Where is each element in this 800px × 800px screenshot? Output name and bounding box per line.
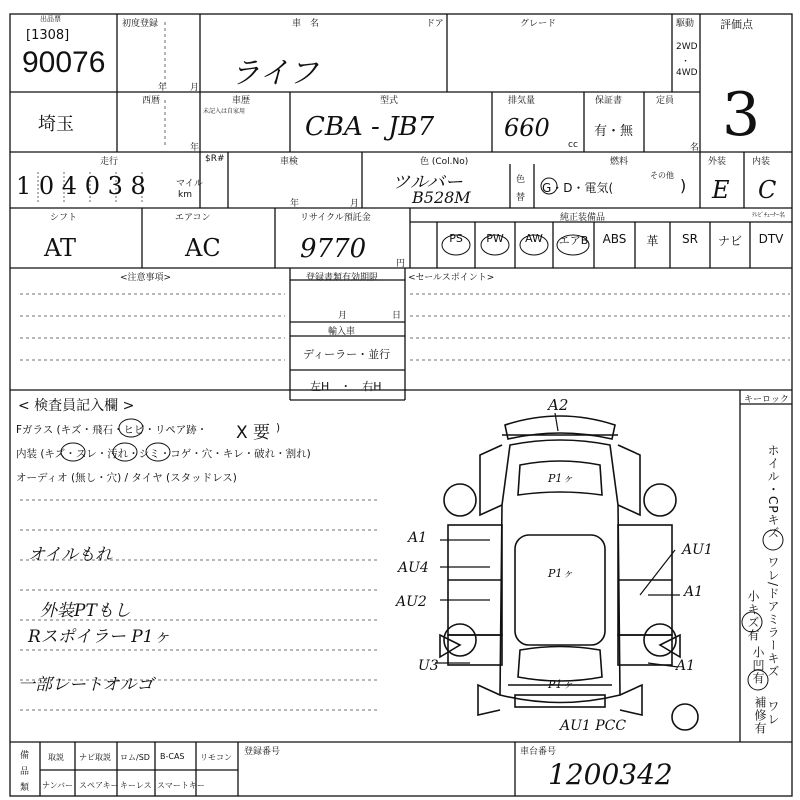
lot-number: 90076	[22, 46, 106, 79]
note-partial: 一部レートオルゴ	[18, 675, 154, 695]
model-label: 型式	[380, 96, 399, 106]
equip-leather: 革	[646, 234, 659, 248]
chassis-label: 車台番号	[520, 747, 557, 757]
first-reg-label: 初度登録	[122, 19, 159, 29]
mark-au1-front: AU1 PCC	[560, 718, 627, 734]
glass-x: X 要	[236, 423, 271, 443]
shift-value: AT	[44, 234, 77, 262]
color-label: 色 (Col.No)	[420, 157, 469, 167]
mark-a1-front-right: A1	[676, 658, 696, 674]
mark-au1-right: AU1	[682, 542, 713, 558]
warranty-label: 保証書	[595, 96, 623, 106]
note-oil-leak: オイルもれ	[28, 545, 113, 565]
first-reg-month-label: 月	[190, 83, 200, 93]
mark-a1-right: A1	[684, 584, 704, 600]
tuner-label: ﾃﾚﾋﾞﾁｭｰﾅｰ名	[752, 212, 786, 219]
aircon-value: AC	[185, 234, 221, 262]
recycle-value: 9770	[300, 234, 367, 264]
exterior-label: 外装	[708, 157, 727, 167]
cc-unit: cc	[568, 140, 578, 150]
km-unit: km	[178, 190, 192, 200]
vertical-note-6: 補修有	[753, 696, 767, 735]
vertical-note-5: 小凹有	[751, 646, 765, 685]
color-code: B528M	[412, 188, 471, 207]
history-note: 未記入は自家用	[203, 108, 246, 115]
equip-abs: ABS	[602, 232, 627, 246]
note-exterior-pt: 外装PTもし	[40, 601, 131, 621]
equip-sr: SR	[682, 232, 698, 246]
glass-close: )	[276, 422, 281, 434]
footer-keyless: キーレス	[120, 781, 152, 790]
footer-label-1: 備	[20, 751, 30, 761]
footer-bcas: B-CAS	[160, 752, 185, 761]
inspection-label: 車検	[280, 157, 299, 167]
reg-number-label: 登録番号	[244, 747, 281, 757]
score-label: 評価点	[720, 18, 753, 31]
mark-p1-roof: P1ヶ	[548, 567, 574, 580]
door-label: ドア	[426, 19, 444, 29]
mark-u3: U3	[418, 658, 439, 674]
steering-option: 左H ・ 右H	[310, 380, 382, 393]
fuel-other: その他	[650, 171, 674, 180]
note-rear-spoiler: Rスポイラー P1ヶ	[28, 627, 171, 647]
footer-smart-key: スマートキー	[157, 781, 205, 790]
interior-line: 内装 (キズ・スレ・汚れ・シミ・コゲ・穴・キレ・破れ・割れ)	[16, 448, 311, 460]
footer-number: ナンバー	[42, 781, 74, 790]
western-year-label: 西暦	[142, 96, 161, 106]
mark-p1-front: P1ヶ	[548, 678, 574, 691]
doc-month: 月	[338, 311, 348, 321]
notes-label: <注意事項>	[120, 273, 172, 283]
score-value: 3	[722, 80, 761, 150]
equip-pw: PW	[486, 232, 504, 245]
vertical-note-4: ワレ	[766, 700, 780, 726]
equip-ps: PS	[449, 232, 463, 245]
drive-label: 駆動	[676, 19, 695, 29]
inspection-month: 月	[350, 199, 360, 209]
exterior-value: E	[712, 176, 730, 204]
displacement-value: 660	[504, 114, 550, 142]
displacement-label: 排気量	[508, 96, 536, 106]
footer-label-2: 品	[20, 767, 30, 777]
footer-rom-sd: ロム/SD	[120, 753, 150, 762]
drive-dot: ・	[681, 57, 691, 67]
recycle-label: リサイクル預託金	[300, 213, 371, 223]
capacity-label: 定員	[656, 96, 675, 106]
color-name: ツルバー	[392, 172, 463, 193]
glass-line: Fガラス (キズ・飛石・ヒビ・リペア跡・	[16, 424, 208, 436]
import-label: 輸入車	[328, 327, 356, 337]
footer-navi-manual: ナビ取説	[79, 753, 111, 762]
equip-airbag: エアB	[558, 234, 589, 247]
lot-bracket: [1308]	[26, 28, 70, 43]
equip-navi: ナビ	[717, 234, 742, 248]
key-lock-label: キーロック	[744, 395, 789, 405]
footer-manual: 取説	[48, 753, 64, 762]
capacity-unit: 名	[690, 143, 700, 153]
doc-deadline-label: 登録書類有効期限	[306, 273, 379, 283]
audio-line: オーディオ (無し・穴) / タイヤ (スタッドレス)	[16, 472, 237, 484]
drive-2wd: 2WD	[676, 42, 698, 52]
mileage-value: 1 0 4 0 3 8	[16, 172, 146, 200]
mark-p1-rear: P1ヶ	[548, 472, 574, 485]
mileage-label: 走行	[100, 157, 119, 167]
equipment-label: 純正装備品	[560, 213, 606, 223]
model-value: CBA - JB7	[305, 112, 435, 142]
footer-label-3: 類	[20, 783, 30, 793]
history-label: 車歴	[232, 96, 251, 106]
equip-aw: AW	[525, 232, 543, 245]
vertical-note-3: 小キズ有	[746, 590, 760, 642]
prefecture: 埼玉	[38, 114, 74, 135]
first-reg-year-label: 年	[158, 83, 168, 93]
mark-au4: AU4	[398, 560, 429, 576]
doc-day: 日	[392, 311, 402, 321]
fuel-label: 燃料	[610, 157, 629, 167]
fuel-close: )	[680, 176, 687, 195]
interior-value: C	[758, 176, 777, 204]
mile-unit: マイル	[176, 179, 203, 189]
equip-dtv: DTV	[758, 232, 784, 246]
yen-unit: 円	[396, 259, 406, 269]
color-change-1: 色	[516, 175, 526, 185]
interior-label: 内装	[752, 157, 771, 167]
inspection-year: 年	[290, 199, 300, 209]
inspection-title: < 検査員記入欄 >	[18, 398, 135, 414]
chassis-number: 1200342	[548, 758, 673, 791]
car-name: ライフ	[230, 56, 319, 91]
aircon-label: エアコン	[175, 213, 211, 223]
row2-year-label: 年	[190, 143, 200, 153]
dealer-option: ディーラー・並行	[303, 348, 391, 361]
footer-spare-key: スペアキー	[79, 781, 119, 790]
sales-point-label: <セールスポイント>	[408, 273, 495, 283]
car-name-label: 車 名	[292, 19, 320, 29]
warranty-value: 有・無	[594, 124, 634, 139]
color-change-2: 替	[516, 193, 526, 203]
vertical-note-1: ホイル・CPキズ	[766, 444, 780, 540]
mark-au2: AU2	[396, 594, 427, 610]
drive-4wd: 4WD	[676, 68, 698, 78]
shift-label: シフト	[50, 213, 78, 223]
mark-a2: A2	[548, 396, 569, 414]
title-fragment: 出品票	[40, 15, 61, 23]
vertical-note-2: ワレ/ドアミラーキズ	[766, 556, 780, 679]
footer-remote: リモコン	[200, 753, 232, 762]
fuel-value: G・D・電気(	[542, 181, 614, 195]
sm-label: $R#	[205, 154, 225, 164]
mark-a1-left: A1	[408, 530, 428, 546]
grade-label: グレード	[520, 19, 557, 29]
